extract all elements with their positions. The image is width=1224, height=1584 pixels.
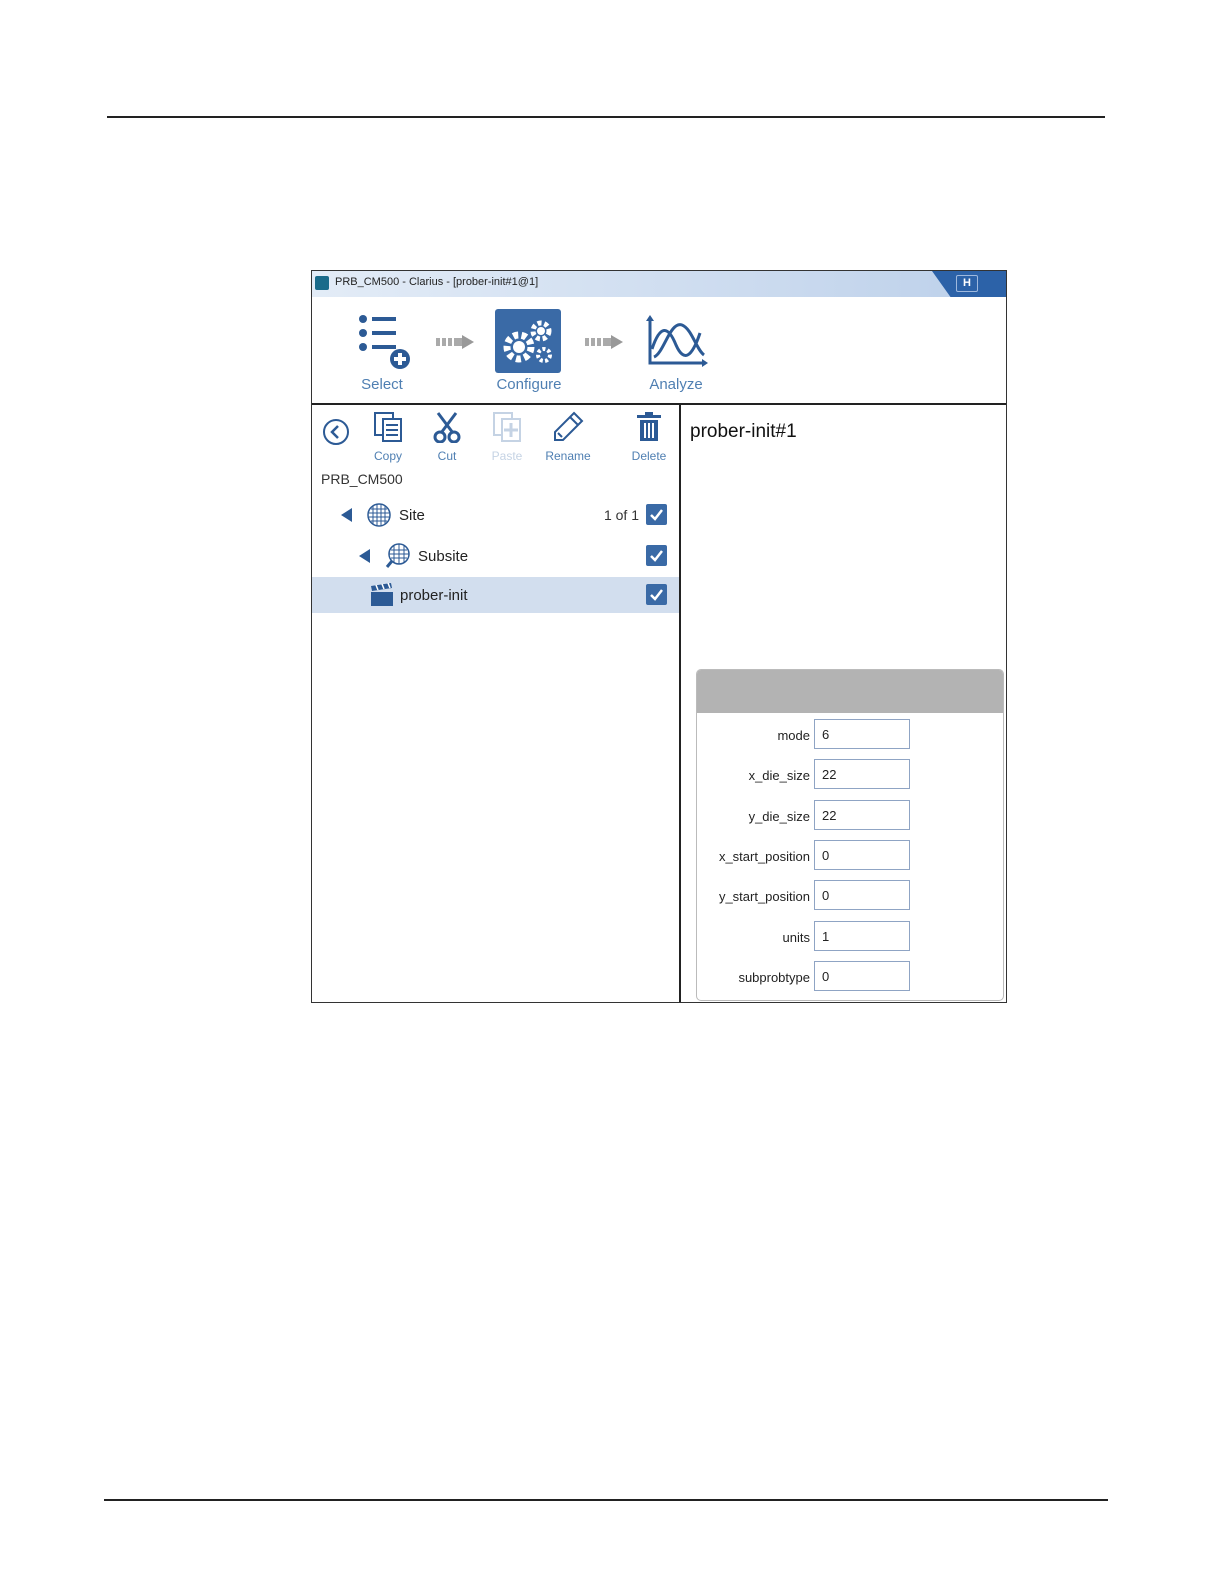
list-add-icon xyxy=(358,313,412,371)
delete-label: Delete xyxy=(631,449,667,463)
param-label: y_die_size xyxy=(748,809,810,824)
trash-icon xyxy=(635,411,663,443)
parameters-header xyxy=(697,670,1003,713)
detail-pane xyxy=(681,405,1006,1002)
wafer-icon xyxy=(367,503,391,527)
subsite-label: Subsite xyxy=(418,548,469,565)
param-label: subprobtype xyxy=(738,970,810,985)
param-y-die-size-input[interactable] xyxy=(814,800,910,830)
tree-item-site[interactable] xyxy=(312,497,679,533)
param-y-start-position-input[interactable] xyxy=(814,880,910,910)
param-subprobtype-input[interactable] xyxy=(814,961,910,991)
param-units-input[interactable] xyxy=(814,921,910,951)
workflow-step-analyze[interactable] xyxy=(616,297,736,403)
project-root-label: PRB_CM500 xyxy=(321,471,403,487)
param-row xyxy=(697,759,1003,793)
page-bottom-rule xyxy=(104,1499,1108,1501)
subsite-checkbox[interactable] xyxy=(646,545,667,566)
workflow-step-configure[interactable] xyxy=(469,297,589,403)
project-tree-pane xyxy=(312,405,681,1002)
collapse-triangle-icon[interactable] xyxy=(359,549,370,563)
paste-label: Paste xyxy=(491,449,523,463)
site-label: Site xyxy=(399,507,425,524)
copy-icon xyxy=(372,411,404,443)
param-label: units xyxy=(782,930,810,945)
param-label: mode xyxy=(777,728,810,743)
paste-button[interactable] xyxy=(489,411,525,463)
copy-label: Copy xyxy=(373,449,402,463)
param-label: x_die_size xyxy=(748,768,810,783)
param-x-start-position-input[interactable] xyxy=(814,840,910,870)
site-count: 1 of 1 xyxy=(603,507,639,523)
site-checkbox[interactable] xyxy=(646,504,667,525)
param-label: y_start_position xyxy=(718,889,810,904)
param-row xyxy=(697,961,1003,995)
cut-button[interactable] xyxy=(432,411,462,463)
parameters-panel xyxy=(696,669,1004,1001)
back-circle-icon xyxy=(322,418,350,446)
param-row xyxy=(697,840,1003,874)
checkmark-icon xyxy=(646,504,667,525)
gears-icon xyxy=(495,309,561,373)
workflow-step-label: Analyze xyxy=(649,376,703,393)
tree-item-prober-init[interactable] xyxy=(312,577,679,613)
pin-button[interactable]: H xyxy=(956,275,978,292)
scissors-icon xyxy=(432,411,462,443)
window-title: PRB_CM500 - Clarius - [prober-init#1@1] xyxy=(335,276,539,288)
checkmark-icon xyxy=(646,584,667,605)
subsite-icon xyxy=(385,543,411,569)
rename-button[interactable] xyxy=(544,411,592,463)
app-icon xyxy=(315,276,329,290)
test-checkbox[interactable] xyxy=(646,584,667,605)
rename-label: Rename xyxy=(545,449,591,463)
object-title: prober-init#1 xyxy=(690,421,797,442)
clapperboard-icon xyxy=(369,583,395,607)
collapse-triangle-icon[interactable] xyxy=(341,508,352,522)
checkmark-icon xyxy=(646,545,667,566)
tree-item-subsite[interactable] xyxy=(312,538,679,574)
graph-icon xyxy=(646,315,708,367)
param-label: x_start_position xyxy=(718,849,810,864)
title-bar xyxy=(312,271,1006,297)
param-row xyxy=(697,880,1003,914)
workflow-step-label: Select xyxy=(361,376,403,393)
copy-button[interactable] xyxy=(370,411,406,463)
delete-button[interactable] xyxy=(629,411,669,463)
param-row xyxy=(697,800,1003,834)
workflow-bar xyxy=(312,297,1006,405)
param-row xyxy=(697,921,1003,955)
param-x-die-size-input[interactable] xyxy=(814,759,910,789)
paste-icon xyxy=(491,411,523,443)
page-top-rule xyxy=(107,116,1105,118)
workflow-step-select[interactable] xyxy=(322,297,442,403)
workflow-step-label: Configure xyxy=(496,376,562,393)
pencil-icon xyxy=(552,411,584,443)
app-window xyxy=(311,270,1007,1003)
param-mode-input[interactable] xyxy=(814,719,910,749)
cut-label: Cut xyxy=(437,449,457,463)
param-row xyxy=(697,719,1003,753)
back-button[interactable] xyxy=(322,418,350,451)
test-label: prober-init xyxy=(400,587,468,604)
